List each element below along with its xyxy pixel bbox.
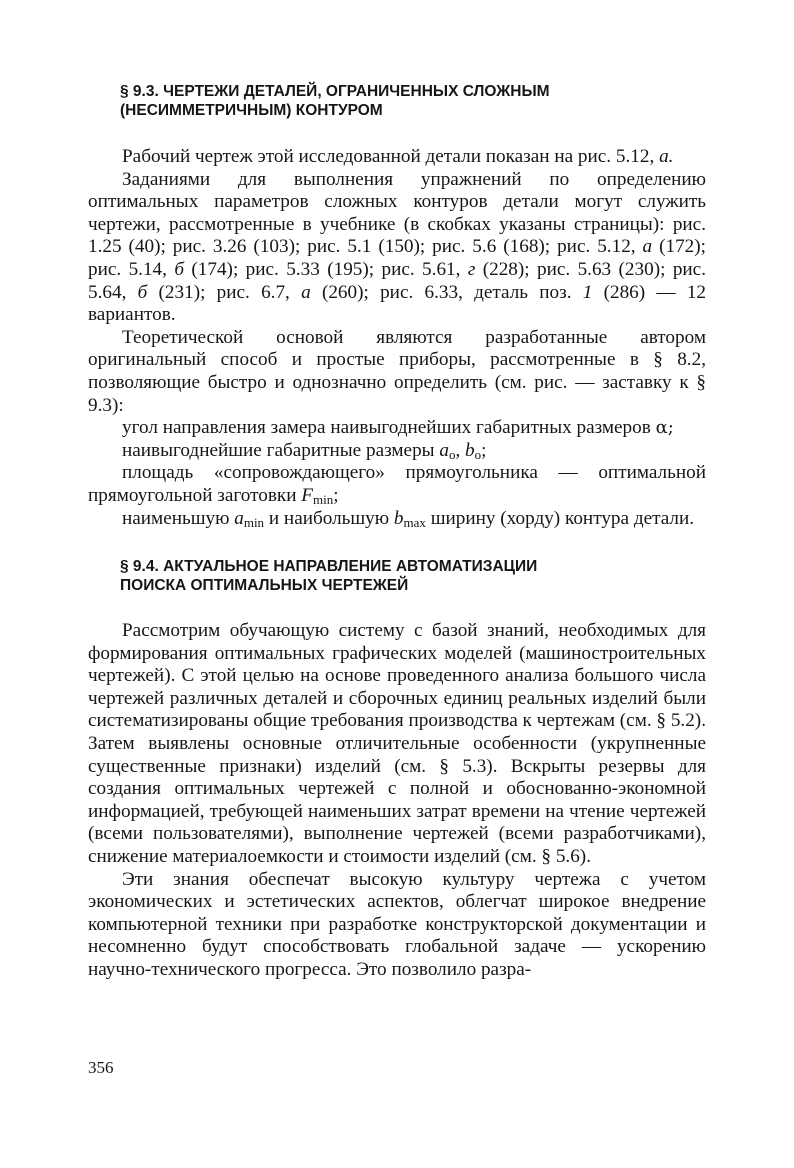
list-item-text: наименьшую [122, 507, 230, 529]
italic-letter: а [301, 281, 311, 303]
page-number: 356 [88, 1058, 114, 1077]
symbol-b: b [393, 507, 404, 529]
heading-line: ПОИСКА ОПТИМАЛЬНЫХ ЧЕРТЕЖЕЙ [120, 577, 409, 595]
paragraph [88, 169, 706, 327]
subscript: max [403, 514, 426, 530]
list-item [88, 508, 706, 531]
paragraph: Рассмотрим обучающую систему с базой знаний, необходимых для формирования оптимальных графических моделей (машиностроительных чертежей). С этой целью на основе проведенного анализа большого числа чертежей различных деталей и сборочных единиц реальных изделий были систематизированы общие требования производства к чертежам (см. § 5.2). Затем выявлены основные отличительные особенности (укрупненные существенные признаки) изделий (см. § 5.3). Вскрыты резервы для создания оптимальных чертежей с полной и обоснованно-экономной информацией, требующей наименьших затрат времени на чтение чертежей (всеми пользователями), выполнение чертежей (всеми разработчиками), снижение материалоемкости и стоимости изделий (см. § 5.6). [88, 620, 706, 868]
heading-line: (НЕСИММЕТРИЧНЫМ) КОНТУРОМ [120, 102, 383, 119]
list-item-text: и наибольшую [268, 507, 390, 529]
paragraph [88, 146, 706, 169]
italic-letter: 1 [582, 281, 593, 303]
symbol-b: b [465, 439, 475, 461]
heading-line: § 9.4. АКТУАЛЬНОЕ НАПРАВЛЕНИЕ АВТОМАТИЗАЦИИ [120, 558, 538, 576]
paragraph-text: Заданиями для выполнения упражнений по определению оптимальных параметров сложных контуров детали могут служить чертежи, рассмотренные в учебнике (в скобках указаны страницы): рис. 1.25 (40); рис. 3.26 (103); рис. 5.1 (150); рис. 5.6 (168); рис. 5.12, [88, 168, 706, 258]
paragraph-text: (286) — 12 вариантов. [88, 281, 707, 326]
section-9-3-heading [88, 82, 706, 120]
list-item-text: наивыгоднейшие габаритные размеры [122, 439, 435, 461]
list-item: площадь «сопровождающего» прямоугольника — оптимальной прямоугольной заготовки $F_{min}$; [88, 462, 706, 507]
paragraph-text: (174); рис. 5.33 (195); рис. 5.61, [184, 258, 468, 280]
symbol-f: F [301, 484, 314, 506]
alpha-symbol: α; [655, 417, 674, 439]
subscript: o [448, 446, 456, 462]
italic-letter: б [174, 258, 184, 280]
paragraph: Теоретической основой являются разработанные автором оригинальный способ и простые приборы, рассмотренные в § 8.2, позволяющие быстро и однозначно определить (см. рис. — заставку к § 9.3): [88, 326, 706, 416]
list-item: наивыгоднейшие габаритные размеры $a_o$, $b_o$; [122, 439, 487, 462]
symbol-a: a [234, 507, 244, 529]
list-item-text: угол направления замера наивыгоднейших габаритных размеров [122, 417, 651, 439]
paragraph-text: (228); рис. 5.63 (230); рис. 5.64, [88, 258, 706, 303]
paragraph-text: Рабочий чертеж этой исследованной детали показан на рис. 5.12, [122, 146, 655, 167]
symbol-a: a [439, 439, 449, 461]
paragraph-text: (260); рис. 6.33, деталь поз. [310, 281, 583, 303]
subscript: o [474, 446, 482, 462]
section-9-4-heading [88, 557, 706, 595]
italic-letter: г [467, 258, 476, 280]
italic-letter: а. [659, 146, 674, 167]
subscript: min [313, 491, 334, 507]
heading-line: § 9.3. ЧЕРТЕЖИ ДЕТАЛЕЙ, ОГРАНИЧЕННЫХ СЛОЖНЫМ [120, 83, 550, 100]
paragraph-text: (172); рис. 5.14, [88, 236, 706, 280]
italic-letter: а [642, 236, 653, 258]
list-item-text: площадь «сопровождающего» прямоугольника — оптимальной прямоугольной заготовки [88, 462, 706, 506]
paragraph: Эти знания обеспечат высокую культуру чертежа с учетом экономических и эстетических аспектов, облегчат широкое внедрение компьютерной техники при разработке конструкторской документации и несомненно будут способствовать глобальной задаче — ускорению научно-технического прогресса. Это позволило разра- [88, 868, 706, 980]
italic-letter: б [137, 281, 148, 303]
paragraph-text: (231); рис. 6.7, [147, 281, 302, 303]
subscript: min [243, 514, 265, 530]
list-item [88, 417, 706, 440]
list-item-text: ширину (хорду) контура детали. [430, 507, 695, 529]
page-body [88, 80, 706, 982]
